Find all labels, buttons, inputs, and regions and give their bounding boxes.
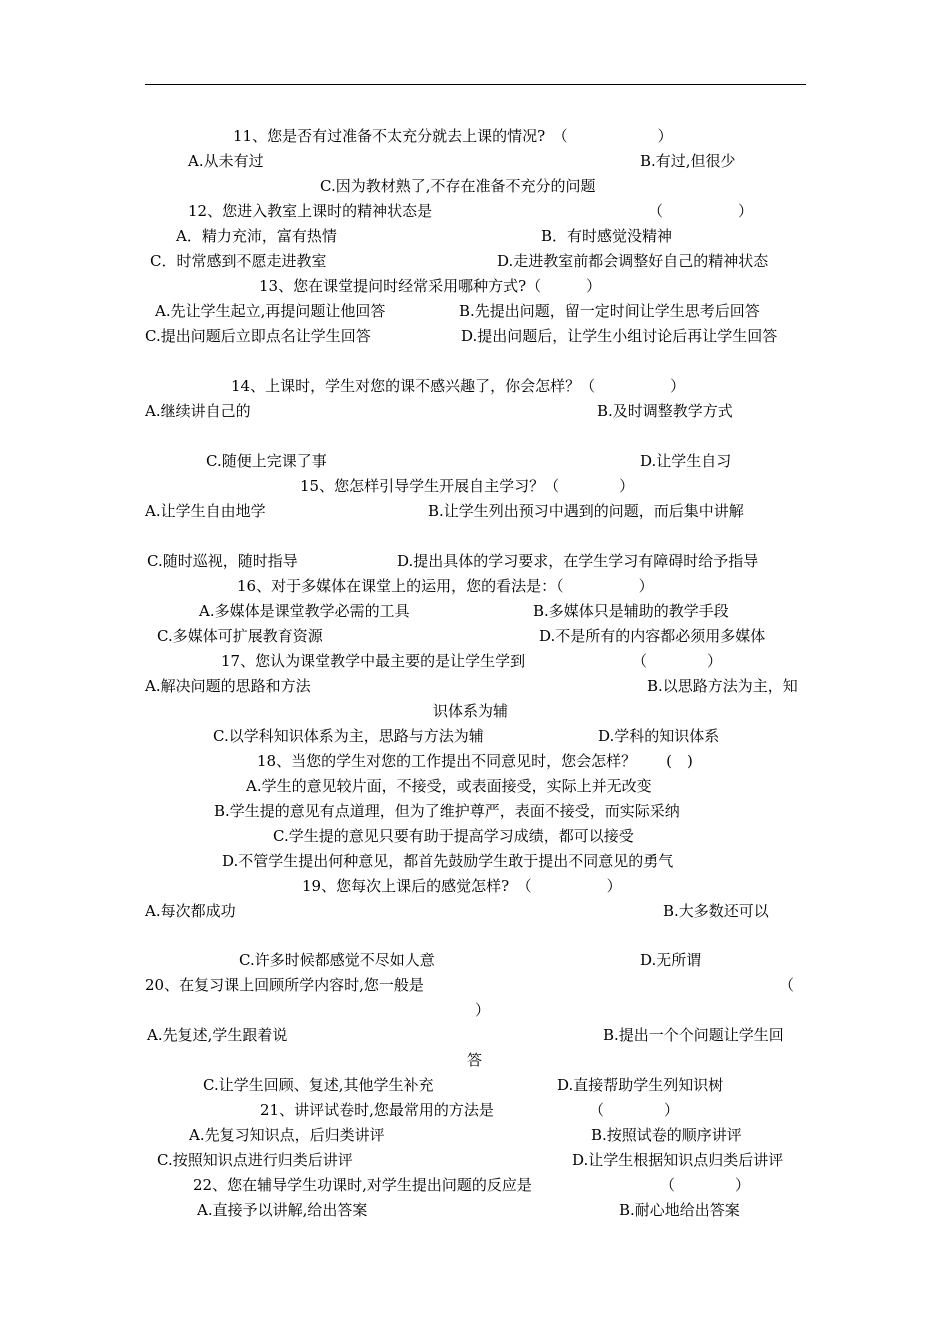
question-13: 13、您在课堂提问时经常采用哪种方式?（ ） bbox=[259, 277, 602, 295]
q16-option-c: C.多媒体可扩展教育资源 bbox=[157, 627, 323, 645]
q17-option-d: D.学科的知识体系 bbox=[598, 727, 720, 745]
q15-option-c: C.随时巡视，随时指导 bbox=[147, 552, 298, 570]
q14-option-c: C.随便上完课了事 bbox=[206, 452, 327, 470]
q21-option-b: B.按照试卷的顺序讲评 bbox=[591, 1126, 742, 1144]
q18-option-d: D.不管学生提出何种意见，都首先鼓励学生敢于提出不同意见的勇气 bbox=[222, 852, 674, 870]
q16-option-a: A.多媒体是课堂教学必需的工具 bbox=[199, 602, 410, 620]
q21-option-d: D.让学生根据知识点归类后讲评 bbox=[572, 1151, 784, 1169]
q16-option-d: D.不是所有的内容都必须用多媒体 bbox=[539, 627, 766, 645]
q12-option-b: B．有时感觉没精神 bbox=[541, 227, 673, 245]
q17-option-a: A.解决问题的思路和方法 bbox=[145, 677, 311, 695]
q15-option-a: A.让学生自由地学 bbox=[145, 502, 266, 520]
q13-option-c: C.提出问题后立即点名让学生回答 bbox=[145, 327, 371, 345]
q18-option-b: B.学生提的意见有点道理，但为了维护尊严，表面不接受，而实际采纳 bbox=[214, 802, 680, 820]
q20-option-a: A.先复述,学生跟着说 bbox=[147, 1026, 288, 1044]
q14-option-d: D.让学生自习 bbox=[640, 452, 732, 470]
question-21: 21、讲评试卷时,您最常用的方法是 bbox=[260, 1101, 494, 1119]
q20-option-b: B.提出一个个问题让学生回 bbox=[603, 1026, 784, 1044]
question-17: 17、您认为课堂教学中最主要的是让学生学到 bbox=[221, 652, 526, 670]
q18-option-c: C.学生提的意见只要有助于提高学习成绩，都可以接受 bbox=[273, 827, 634, 845]
q12-option-c: C．时常感到不愿走进教室 bbox=[150, 252, 327, 270]
q19-option-a: A.每次都成功 bbox=[145, 902, 236, 920]
q11-option-a: A.从未有过 bbox=[188, 152, 264, 170]
q20-option-b-cont: 答 bbox=[467, 1051, 483, 1069]
question-12: 12、您进入教室上课时的精神状态是 bbox=[188, 202, 433, 220]
q22-option-b: B.耐心地给出答案 bbox=[619, 1201, 740, 1219]
question-19: 19、您每次上课后的感觉怎样? （ ） bbox=[302, 877, 622, 895]
q15-option-d: D.提出具体的学习要求，在学生学习有障碍时给予指导 bbox=[397, 552, 759, 570]
question-18: 18、当您的学生对您的工作提出不同意见时，您会怎样？ ( ) bbox=[257, 752, 693, 770]
q19-option-b: B.大多数还可以 bbox=[663, 902, 769, 920]
header-rule bbox=[145, 84, 806, 85]
q13-option-a: A.先让学生起立,再提问题让他回答 bbox=[155, 302, 386, 320]
q14-option-b: B.及时调整教学方式 bbox=[597, 402, 733, 420]
q13-option-d: D.提出问题后，让学生小组讨论后再让学生回答 bbox=[461, 327, 778, 345]
q17-option-b: B.以思路方法为主，知 bbox=[647, 677, 798, 695]
q16-option-b: B.多媒体只是辅助的教学手段 bbox=[533, 602, 729, 620]
q12-option-d: D.走进教室前都会调整好自己的精神状态 bbox=[497, 252, 769, 270]
q14-option-a: A.继续讲自己的 bbox=[145, 402, 251, 420]
q15-option-b: B.让学生列出预习中遇到的问题，而后集中讲解 bbox=[428, 502, 744, 520]
question-15: 15、您怎样引导学生开展自主学习？（ ） bbox=[300, 477, 635, 495]
question-14: 14、上课时，学生对您的课不感兴趣了，你会怎样？（ ） bbox=[231, 377, 686, 395]
q19-option-c: C.许多时候都感觉不尽如人意 bbox=[239, 951, 435, 969]
q21-option-a: A.先复习知识点，后归类讲评 bbox=[189, 1126, 385, 1144]
q12-option-a: A．精力充沛，富有热情 bbox=[176, 227, 337, 245]
q17-option-b-cont: 识体系为辅 bbox=[433, 702, 509, 720]
question-11: 11、您是否有过准备不太充分就去上课的情况? （ ） bbox=[233, 127, 673, 145]
q20-option-d: D.直接帮助学生列知识树 bbox=[557, 1076, 724, 1094]
question-16: 16、对于多媒体在课堂上的运用，您的看法是：（ ） bbox=[237, 577, 654, 595]
q21-answer-blank: （ ） bbox=[589, 1101, 680, 1119]
q22-answer-blank: （ ） bbox=[660, 1176, 751, 1194]
question-22: 22、您在辅导学生功课时,对学生提出问题的反应是 bbox=[193, 1176, 532, 1194]
q13-option-b: B.先提出问题，留一定时间让学生思考后回答 bbox=[459, 302, 760, 320]
q20-answer-close: ） bbox=[475, 1001, 491, 1019]
q17-option-c: C.以学科知识体系为主，思路与方法为辅 bbox=[213, 727, 484, 745]
q20-option-c: C.让学生回顾、复述,其他学生补充 bbox=[203, 1076, 434, 1094]
q17-answer-blank: （ ） bbox=[632, 652, 723, 670]
q22-option-a: A.直接予以讲解,给出答案 bbox=[197, 1201, 368, 1219]
q21-option-c: C.按照知识点进行归类后讲评 bbox=[157, 1151, 353, 1169]
q20-answer-open: （ bbox=[779, 976, 795, 994]
q11-option-c: C.因为教材熟了,不存在准备不充分的问题 bbox=[320, 177, 596, 195]
q11-option-b: B.有过,但很少 bbox=[640, 152, 736, 170]
q18-option-a: A.学生的意见较片面，不接受，或表面接受，实际上并无改变 bbox=[246, 777, 652, 795]
q12-answer-blank: （ ） bbox=[648, 202, 754, 220]
question-20: 20、在复习课上回顾所学内容时,您一般是 bbox=[145, 976, 424, 994]
q19-option-d: D.无所谓 bbox=[640, 951, 702, 969]
